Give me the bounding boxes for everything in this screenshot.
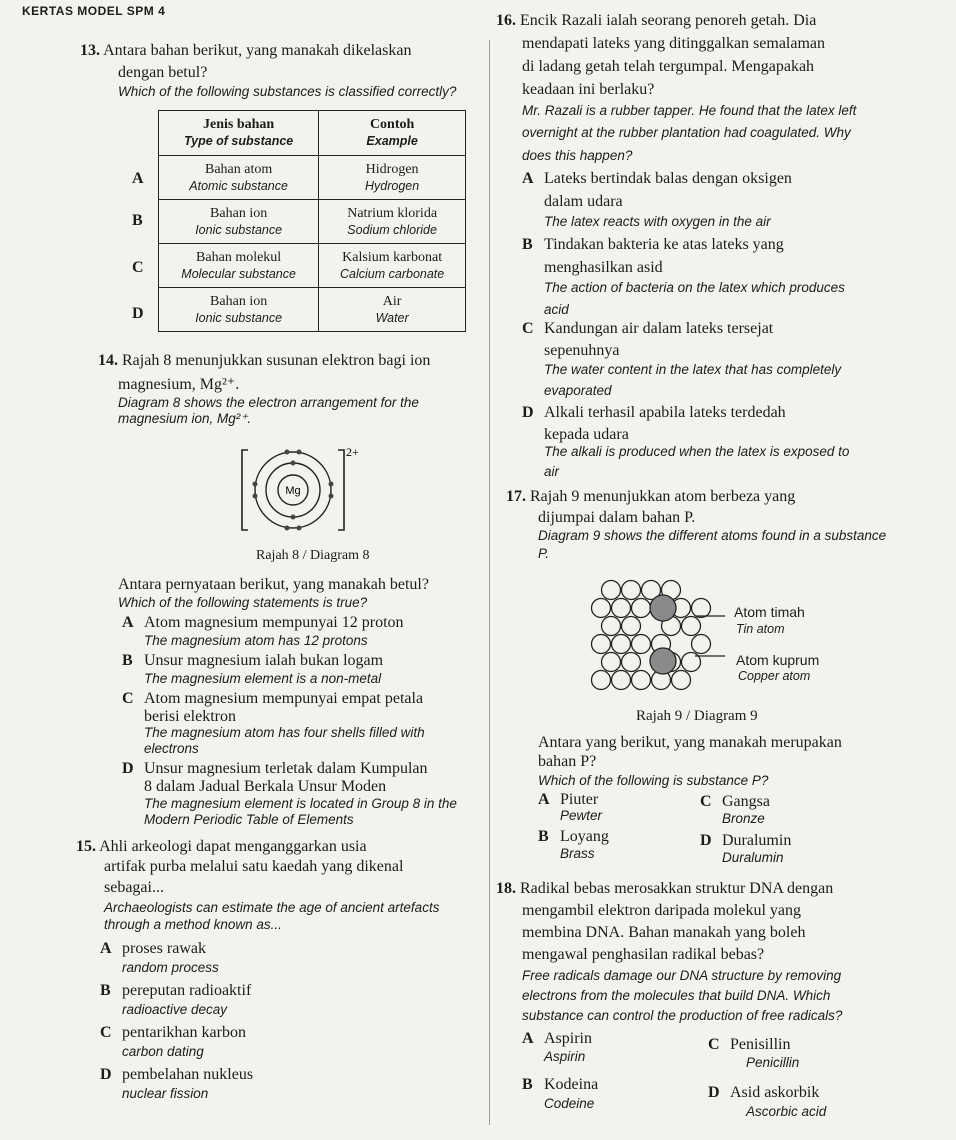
q16-option-a[interactable]: A Lateks bertindak balas dengan oksigen: [522, 170, 792, 187]
option-label: A: [132, 170, 144, 187]
copper-atom: [612, 671, 631, 690]
table-row: [159, 200, 466, 244]
q13-stem: 13. Antara bahan berikut, yang manakah dikelaskan: [80, 42, 412, 59]
q14-option-c-line2: berisi elektron: [144, 708, 236, 725]
table-cell: Bahan atom Atomic substance: [159, 156, 319, 200]
copper-atom: [602, 581, 621, 600]
copper-atom: [622, 653, 641, 672]
diagram9-caption: Rajah 9 / Diagram 9: [636, 708, 758, 724]
tin-atom-label: Atom timah: [734, 604, 805, 620]
q16-option-c-line2: sepenuhnya: [544, 342, 620, 359]
tin-atom: [650, 648, 676, 674]
table-row: [159, 244, 466, 288]
q13-table: [158, 110, 466, 332]
q18-option-b[interactable]: B Kodeina: [522, 1076, 599, 1093]
q16-stem-en: overnight at the rubber plantation had coagulated. Why: [522, 125, 851, 140]
q15-stem: 15. Ahli arkeologi dapat menganggarkan usia: [76, 838, 367, 855]
q13-stem-line2: dengan betul?: [118, 64, 208, 81]
q16-stem: 16. Encik Razali ialah seorang penoreh getah. Dia: [496, 12, 817, 29]
table-header-cell: Contoh Example: [319, 111, 466, 156]
q15-option-a[interactable]: A proses rawak: [100, 940, 206, 957]
q17-stem-en: Diagram 9 shows the different atoms found in a substance: [538, 528, 887, 543]
q16-option-c-en: The water content in the latex that has completely: [544, 362, 842, 377]
q16-option-b-en-line2: acid: [544, 302, 569, 317]
paper-header: KERTAS MODEL SPM 4: [22, 4, 166, 18]
q17-option-c-en: Bronze: [722, 811, 765, 826]
copper-atom: [612, 599, 631, 618]
table-cell: Bahan ion Ionic substance: [159, 288, 319, 332]
q16-stem-en: does this happen?: [522, 148, 633, 163]
table-cell: Kalsium karbonat Calcium carbonate: [319, 244, 466, 288]
q16-option-d-line2: kepada udara: [544, 426, 629, 443]
nucleus-label: Mg: [285, 485, 301, 497]
q16-option-d-en: The alkali is produced when the latex is exposed to: [544, 444, 850, 459]
q18-stem-line: mengawal penghasilan radikal bebas?: [522, 946, 765, 963]
q18-stem: 18. Radikal bebas merosakkan struktur DNA dengan: [496, 880, 834, 897]
option-label: C: [132, 259, 144, 276]
copper-atom: [592, 599, 611, 618]
q17-option-b[interactable]: B Loyang: [538, 828, 609, 845]
q14-option-d-en-line2: Modern Periodic Table of Elements: [144, 812, 354, 827]
copper-atom: [692, 599, 711, 618]
q14-question: Antara pernyataan berikut, yang manakah betul?: [118, 576, 429, 593]
q14-option-b-en: The magnesium element is a non-metal: [144, 671, 382, 686]
q13-stem-en: Which of the following substances is classified correctly?: [118, 84, 457, 99]
table-row: [159, 288, 466, 332]
q15-option-b[interactable]: B pereputan radioaktif: [100, 982, 252, 999]
q15-stem-line2: artifak purba melalui satu kaedah yang dikenal: [104, 858, 404, 875]
q18-option-a-en: Aspirin: [544, 1049, 586, 1064]
q15-option-d-en: nuclear fission: [122, 1086, 209, 1101]
table-cell: Air Water: [319, 288, 466, 332]
q18-option-b-en: Codeine: [544, 1096, 595, 1111]
q16-option-c-en-line2: evaporated: [544, 383, 612, 398]
q17-stem: 17. Rajah 9 menunjukkan atom berbeza yang: [506, 488, 796, 505]
q14-stem-en-line2: magnesium ion, Mg²⁺.: [118, 411, 252, 426]
magnesium-ion-diagram: [238, 440, 368, 540]
q14-option-c-en-line2: electrons: [144, 741, 199, 756]
table-cell: Natrium klorida Sodium chloride: [319, 200, 466, 244]
copper-atom: [592, 671, 611, 690]
bracket-right: [338, 450, 344, 530]
q16-stem-en: Mr. Razali is a rubber tapper. He found that the latex left: [522, 103, 857, 118]
column-divider: [489, 40, 490, 1125]
copper-atom: [602, 617, 621, 636]
copper-atom: [612, 635, 631, 654]
copper-atom: [692, 635, 711, 654]
q17-stem-line2: dijumpai dalam bahan P.: [538, 509, 696, 526]
q15-stem-en-line2: through a method known as...: [104, 917, 282, 932]
q14-option-b[interactable]: B Unsur magnesium ialah bukan logam: [122, 652, 384, 669]
table-row: [159, 156, 466, 200]
table-header-row: [159, 111, 466, 156]
q16-option-a-line2: dalam udara: [544, 193, 623, 210]
q17-question-line2: bahan P?: [538, 753, 597, 770]
q14-option-d-en: The magnesium element is located in Group 8 in the: [144, 796, 457, 811]
q17-option-b-en: Brass: [560, 846, 595, 861]
q14-option-d[interactable]: D Unsur magnesium terletak dalam Kumpulan: [122, 760, 428, 777]
q15-option-c[interactable]: C pentarikhan karbon: [100, 1024, 246, 1041]
table-cell: Hidrogen Hydrogen: [319, 156, 466, 200]
q14-stem: 14. Rajah 8 menunjukkan susunan elektron bagi ion: [98, 352, 431, 369]
q18-option-d-en: Ascorbic acid: [746, 1104, 827, 1119]
option-label: B: [132, 212, 143, 229]
q16-option-b-line2: menghasilkan asid: [544, 259, 663, 276]
copper-atom: [632, 599, 651, 618]
q16-stem-line: mendapati lateks yang ditinggalkan semalaman: [522, 35, 826, 52]
copper-atom: [682, 617, 701, 636]
q17-option-c[interactable]: C Gangsa: [700, 793, 770, 810]
copper-atom: [592, 635, 611, 654]
tin-atom-label-en: Tin atom: [736, 622, 785, 636]
copper-atom: [632, 635, 651, 654]
q17-option-a[interactable]: A Piuter: [538, 791, 599, 808]
q18-option-c-en: Penicillin: [746, 1055, 800, 1070]
q18-stem-en: substance can control the production of free radicals?: [522, 1008, 843, 1023]
copper-atom-label-en: Copper atom: [738, 669, 811, 683]
q15-option-d[interactable]: D pembelahan nukleus: [100, 1066, 254, 1083]
q14-stem-line2: magnesium, Mg²⁺.: [118, 376, 240, 393]
q18-stem-en: electrons from the molecules that build DNA. Which: [522, 988, 831, 1003]
q14-option-a[interactable]: A Atom magnesium mempunyai 12 proton: [122, 614, 404, 631]
q16-option-d[interactable]: D Alkali terhasil apabila lateks terdedah: [522, 404, 786, 421]
q16-option-b-en: The action of bacteria on the latex which produces: [544, 280, 845, 295]
q16-option-c[interactable]: C Kandungan air dalam lateks tersejat: [522, 320, 774, 337]
q15-option-c-en: carbon dating: [122, 1044, 204, 1059]
copper-atom: [672, 671, 691, 690]
q17-question-en: Which of the following is substance P?: [538, 773, 769, 788]
q14-option-d-line2: 8 dalam Jadual Berkala Unsur Moden: [144, 778, 387, 795]
q18-stem-line: membina DNA. Bahan manakah yang boleh: [522, 924, 806, 941]
q16-option-b[interactable]: B Tindakan bakteria ke atas lateks yang: [522, 236, 784, 253]
q17-option-a-en: Pewter: [560, 808, 603, 823]
q14-option-c[interactable]: C Atom magnesium mempunyai empat petala: [122, 690, 424, 707]
q16-stem-line: di ladang getah telah tergumpal. Mengapakah: [522, 58, 815, 75]
q15-stem-line3: sebagai...: [104, 879, 164, 896]
ion-charge: 2+: [346, 445, 359, 459]
table-header-cell: Jenis bahan Type of substance: [159, 111, 319, 156]
q14-option-c-en: The magnesium atom has four shells filled with: [144, 725, 425, 740]
q17-option-d[interactable]: D Duralumin: [700, 832, 792, 849]
q17-stem-en-line2: P.: [538, 546, 550, 561]
q17-question: Antara yang berikut, yang manakah merupakan: [538, 734, 842, 751]
q18-option-c[interactable]: C Penisillin: [708, 1036, 791, 1053]
copper-atom: [682, 653, 701, 672]
q18-option-d[interactable]: D Asid askorbik: [708, 1084, 820, 1101]
copper-atom: [622, 617, 641, 636]
q18-stem-line: mengambil elektron daripada molekul yang: [522, 902, 802, 919]
tin-atom: [650, 595, 676, 621]
q15-option-a-en: random process: [122, 960, 219, 975]
diagram8-caption: Rajah 8 / Diagram 8: [256, 548, 370, 563]
q18-stem-en: Free radicals damage our DNA structure by removing: [522, 968, 842, 983]
q15-stem-en: Archaeologists can estimate the age of ancient artefacts: [104, 900, 440, 915]
copper-atom: [622, 581, 641, 600]
q16-option-a-en: The latex reacts with oxygen in the air: [544, 214, 771, 229]
q14-stem-en: Diagram 8 shows the electron arrangement for the: [118, 395, 419, 410]
q14-option-a-en: The magnesium atom has 12 protons: [144, 633, 368, 648]
q16-stem-line: keadaan ini berlaku?: [522, 81, 655, 98]
copper-atom-label: Atom kuprum: [736, 652, 820, 668]
option-label: D: [132, 305, 144, 322]
q15-option-b-en: radioactive decay: [122, 1002, 228, 1017]
copper-atom: [632, 671, 651, 690]
copper-atom: [602, 653, 621, 672]
table-cell: Bahan molekul Molecular substance: [159, 244, 319, 288]
q16-option-d-en-line2: air: [544, 464, 560, 479]
table-cell: Bahan ion Ionic substance: [159, 200, 319, 244]
q14-question-en: Which of the following statements is true?: [118, 595, 368, 610]
bracket-left: [242, 450, 248, 530]
q17-option-d-en: Duralumin: [722, 850, 784, 865]
q18-option-a[interactable]: A Aspirin: [522, 1030, 592, 1047]
